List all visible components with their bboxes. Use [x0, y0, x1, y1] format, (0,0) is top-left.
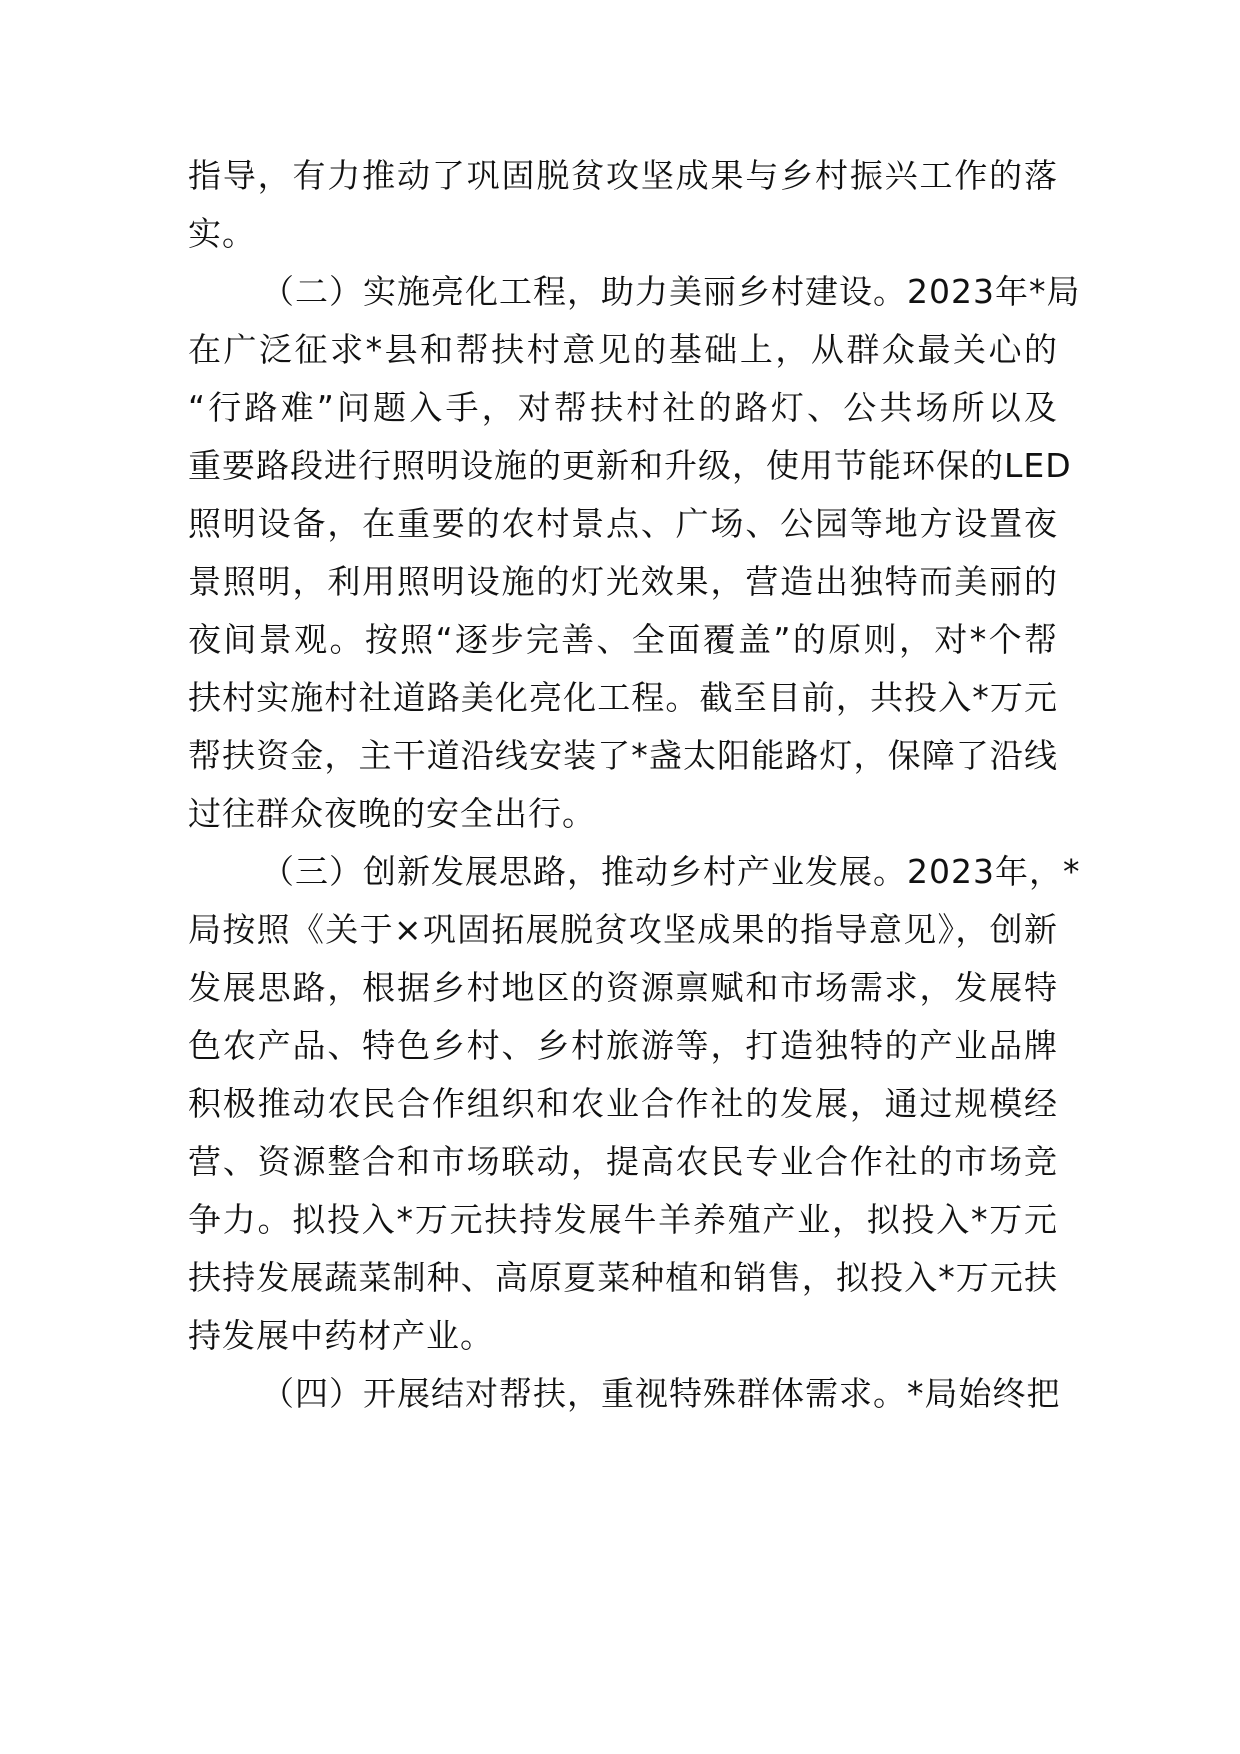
section-heading-line: （四）开展结对帮扶，重视特殊群体需求。*局始终把 [261, 1374, 1061, 1413]
paragraph-line: 照明设备，在重要的农村景点、广场、公园等地方设置夜 [188, 504, 1058, 543]
paragraph-line: 扶持发展蔬菜制种、高原夏菜种植和销售，拟投入*万元扶 [188, 1258, 1058, 1297]
paragraph-line: 帮扶资金，主干道沿线安装了*盏太阳能路灯，保障了沿线 [188, 736, 1058, 775]
paragraph-line: 争力。拟投入*万元扶持发展牛羊养殖产业，拟投入*万元 [188, 1200, 1058, 1239]
paragraph-line: 在广泛征求*县和帮扶村意见的基础上，从群众最关心的 [188, 330, 1058, 369]
paragraph-line: 实。 [188, 214, 256, 253]
paragraph-line: 过往群众夜晚的安全出行。 [188, 794, 596, 833]
paragraph-line: “行路难”问题入手，对帮扶村社的路灯、公共场所以及 [188, 388, 1058, 427]
paragraph-line: 局按照《关于×巩固拓展脱贫攻坚成果的指导意见》，创新 [188, 910, 1058, 949]
paragraph-line: 指导，有力推动了巩固脱贫攻坚成果与乡村振兴工作的落 [188, 156, 1058, 195]
paragraph-line: 扶村实施村社道路美化亮化工程。截至目前，共投入*万元 [188, 678, 1058, 717]
paragraph-line: 营、资源整合和市场联动，提高农民专业合作社的市场竞 [188, 1142, 1058, 1181]
paragraph-line: 景照明，利用照明设施的灯光效果，营造出独特而美丽的 [188, 562, 1058, 601]
paragraph-line: 重要路段进行照明设施的更新和升级，使用节能环保的LED [188, 446, 1072, 485]
paragraph-line: 夜间景观。按照“逐步完善、全面覆盖”的原则，对*个帮 [188, 620, 1058, 659]
paragraph-line: 色农产品、特色乡村、乡村旅游等，打造独特的产业品牌 [188, 1026, 1058, 1065]
paragraph-line: 持发展中药材产业。 [188, 1316, 494, 1355]
section-heading-line: （二）实施亮化工程，助力美丽乡村建设。2023年*局 [261, 272, 1081, 311]
section-heading-line: （三）创新发展思路，推动乡村产业发展。2023年，* [261, 852, 1081, 891]
paragraph-line: 发展思路，根据乡村地区的资源禀赋和市场需求，发展特 [188, 968, 1058, 1007]
paragraph-line: 积极推动农民合作组织和农业合作社的发展，通过规模经 [188, 1084, 1058, 1123]
